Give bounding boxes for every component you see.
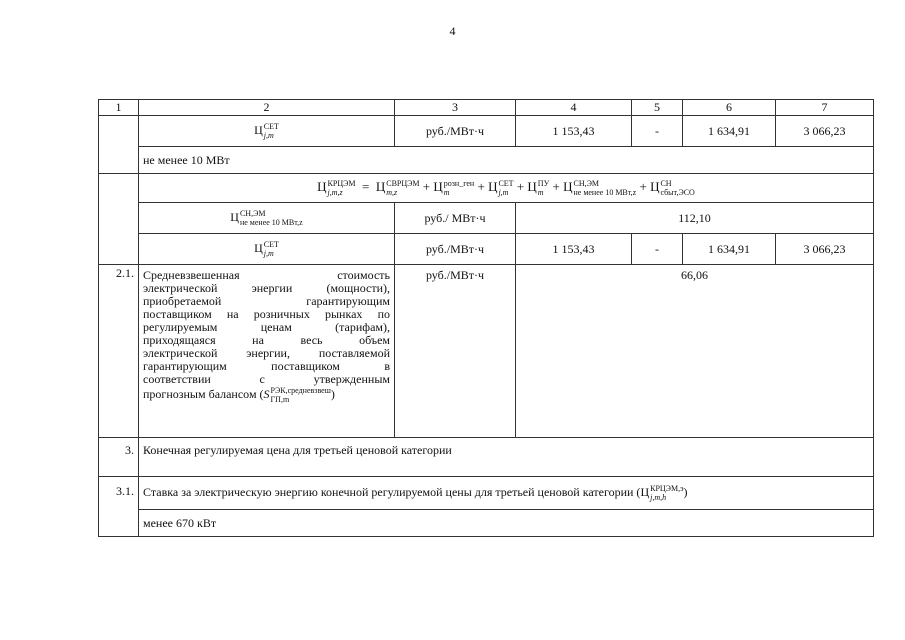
row-cet-2-v4: 1 153,43 [516,234,632,265]
row-3-num: 3. [99,438,139,477]
label-10mw: не менее 10 МВт [139,147,874,174]
header-cell-3: 3 [395,100,516,116]
formula-row-num [99,174,139,265]
row-cet-1-v5: - [632,116,683,147]
row-label-10mw [99,147,874,174]
row-2-1-unit: руб./МВт·ч [395,265,516,438]
header-row [99,100,874,116]
row-3-1-text: Ставка за электрическую энергию конечной регулируемой цены для третьей ценовой категории (Ц КРЦЭМ,э j,m,h ) [139,477,874,510]
row-label-670 [99,510,874,537]
header-cell-4: 4 [516,100,632,116]
row-cn [99,203,874,234]
header-cell-2: 2 [139,100,395,116]
header-cell-5: 5 [632,100,683,116]
header-cell-6: 6 [683,100,776,116]
header-cell-7: 7 [776,100,874,116]
row-cet-1-symbol: Ц СЕТ j,m [139,116,395,147]
row-3-text: Конечная регулируемая цена для третьей ценовой категории [139,438,874,477]
page-number: 4 [449,24,456,38]
row-cet-2-v5: - [632,234,683,265]
row-cet-1-v4: 1 153,43 [516,116,632,147]
row-cet-1-unit: руб./МВт·ч [395,116,516,147]
row-cet-1-v7: 3 066,23 [776,116,874,147]
row-2-1-description: Средневзвешенная стоимость электрической энергии (мощности), приобретаемой гарантирующим поставщиком на розничных рынках по регулируемым ценам (тарифам), приходящаяся на весь объем электрической энергии, поставляемой гарантирующим поставщиком в соответствии с утвержденным прогнозным балансом (S РЭК,средневзвеш ГП,m ) [139,265,395,438]
row-3-1 [99,477,874,510]
label-670: менее 670 кВт [139,510,874,537]
row-cet-2-unit: руб./МВт·ч [395,234,516,265]
row-cn-symbol: Ц СН,ЭМ не менее 10 МВт,z [139,203,395,234]
header-cell-1: 1 [99,100,139,116]
row-cet-2-v7: 3 066,23 [776,234,874,265]
row-cet-2 [99,234,874,265]
row-cet-1-num [99,116,139,174]
row-cn-value: 112,10 [516,203,874,234]
formula-row [99,174,874,203]
row-2-1-value: 66,06 [516,265,874,438]
tariff-table [98,99,874,537]
row-3 [99,438,874,477]
row-cn-unit: руб./ МВт·ч [395,203,516,234]
row-cet-2-v6: 1 634,91 [683,234,776,265]
row-cet-2-symbol: Ц СЕТ j,m [139,234,395,265]
row-2-1 [99,265,874,438]
row-2-1-num: 2.1. [99,265,139,438]
row-cet-1-v6: 1 634,91 [683,116,776,147]
formula: Ц КРЦЭМ j,m,z = Ц СВРЦЭМ m,z + Ц розн_ген m + Ц СЕТ j,m + Ц ПУ m + Ц СН,ЭМ не менее 10 МВт,z + Ц СН сбыт,ЭСО [139,174,874,203]
row-3-1-num: 3.1. [99,477,139,537]
row-cet-1 [99,116,874,147]
